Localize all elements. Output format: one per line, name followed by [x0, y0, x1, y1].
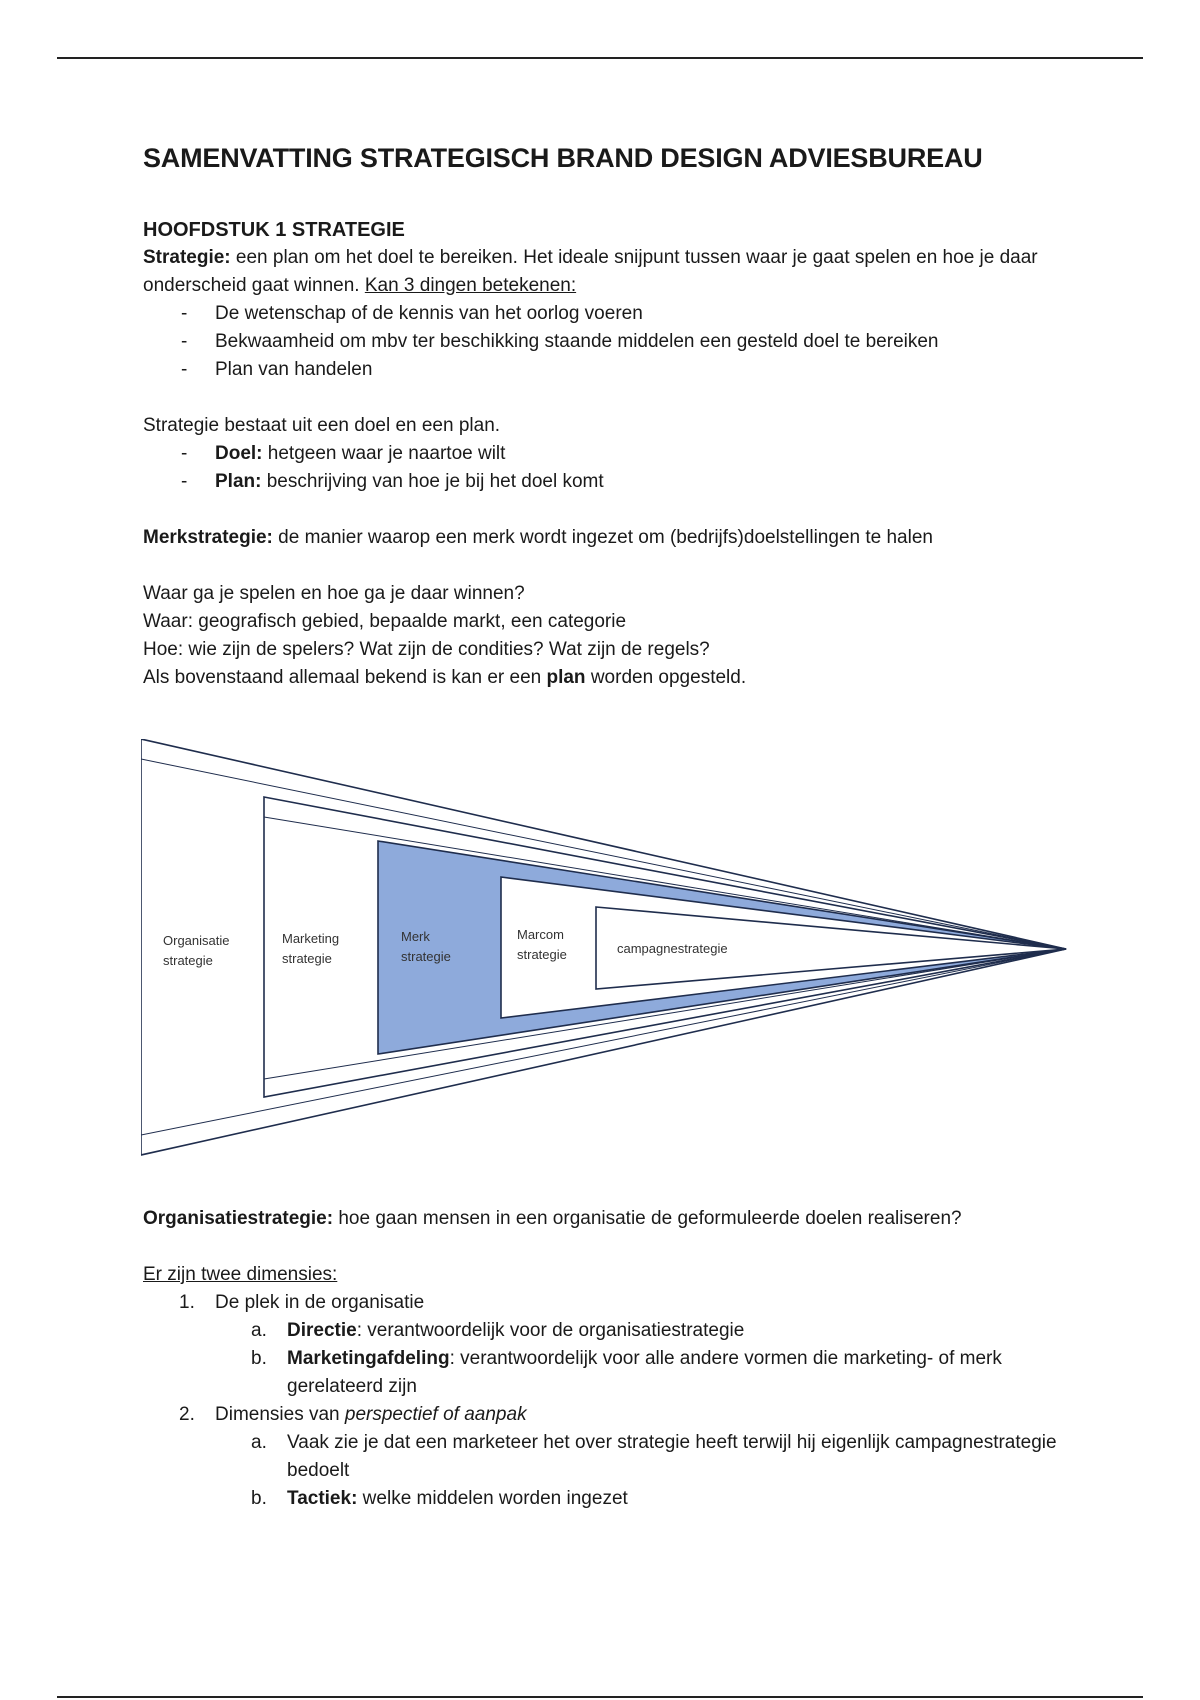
meanings-list: [143, 300, 1063, 384]
organisatiestrategie-definition: [143, 1205, 1063, 1233]
plan-bold: plan: [546, 667, 586, 688]
label-marketing-1: Marketing: [282, 931, 340, 946]
list-letter: b.: [251, 1488, 267, 1509]
merkstrategie-term: Merkstrategie:: [143, 527, 273, 548]
list-item-text: Bekwaamheid om mbv ter beschikking staande middelen een gesteld doel te bereiken: [215, 331, 939, 352]
label-organisatie-1: Organisatie: [163, 933, 230, 948]
directie-text: : verantwoordelijk voor de organisatiestrategie: [356, 1320, 745, 1341]
strategie-term: Strategie:: [143, 247, 231, 268]
list-item: - Doel: hetgeen waar je naartoe wilt: [181, 443, 506, 464]
list-item: [143, 1401, 1063, 1513]
doel-term: Doel:: [215, 443, 263, 464]
document-title: SAMENVATTING STRATEGISCH BRAND DESIGN ADVIESBUREAU: [143, 143, 983, 173]
list-item: - Plan van handelen: [181, 359, 373, 380]
label-merk-1: Merk: [401, 929, 430, 944]
sub-list-item: [143, 1429, 1063, 1485]
list-item-text: Dimensies van: [215, 1404, 345, 1425]
list-letter: a.: [251, 1320, 267, 1341]
tactiek-text: welke middelen worden ingezet: [357, 1488, 628, 1509]
list-item-italic: perspectief of aanpak: [344, 1404, 527, 1425]
list-item: - Plan: beschrijving van hoe je bij het doel komt: [181, 471, 604, 492]
label-marketing-2: strategie: [282, 951, 332, 966]
dimensies-list: [143, 1289, 1063, 1513]
question-line: Als bovenstaand allemaal bekend is kan er een plan worden opgesteld.: [143, 667, 747, 688]
question-line: Waar ga je spelen en hoe ga je daar winnen?: [143, 583, 525, 604]
label-marcom-2: strategie: [517, 947, 567, 962]
list-letter: b.: [251, 1348, 267, 1369]
list-item: - Bekwaamheid om mbv ter beschikking staande middelen een gesteld doel te bereiken: [181, 331, 939, 352]
marketingafdeling-term: Marketingafdeling: [287, 1348, 450, 1369]
label-merk-2: strategie: [401, 949, 451, 964]
merkstrategie-text: de manier waarop een merk wordt ingezet om (bedrijfs)doelstellingen te halen: [272, 527, 933, 548]
label-campagne: campagnestrategie: [617, 941, 728, 956]
doel-text: hetgeen waar je naartoe wilt: [262, 443, 506, 464]
strategie-definition: [143, 244, 1063, 300]
merkstrategie-definition: [143, 524, 1063, 552]
plan-text: beschrijving van hoe je bij het doel komt: [261, 471, 604, 492]
sub-list-item: [143, 1345, 1063, 1401]
meanings-intro: Kan 3 dingen betekenen:: [364, 275, 577, 296]
tactiek-term: Tactiek:: [287, 1488, 358, 1509]
strategie-text: een plan om het doel te bereiken. Het ideale snijpunt tussen waar je gaat spelen en hoe je daar onderscheid gaat winnen.: [143, 247, 1038, 296]
dimensies-intro-text: Er zijn twee dimensies:: [143, 1264, 338, 1285]
sub-list: [215, 1429, 1063, 1513]
list-item-text: Plan van handelen: [215, 359, 373, 380]
label-marcom-1: Marcom: [517, 927, 564, 942]
bottom-rule: [57, 1696, 1143, 1698]
question-line: Waar: geografisch gebied, bepaalde markt, een categorie: [143, 611, 627, 632]
list-item-text: De wetenschap of de kennis van het oorlog voeren: [215, 303, 643, 324]
sub-list: [215, 1317, 1063, 1401]
bestaat-uit-intro: Strategie bestaat uit een doel en een plan.: [143, 415, 501, 436]
doel-plan-list: [143, 440, 1063, 496]
organisatiestrategie-term: Organisatiestrategie:: [143, 1208, 334, 1229]
label-organisatie-2: strategie: [163, 953, 213, 968]
sub-list-item: [143, 1485, 1063, 1513]
list-number: 1.: [179, 1292, 195, 1313]
list-item: - De wetenschap of de kennis van het oorlog voeren: [181, 303, 643, 324]
list-item: [143, 1289, 1063, 1401]
organisatiestrategie-text: hoe gaan mensen in een organisatie de geformuleerde doelen realiseren?: [333, 1208, 962, 1229]
list-item-text: De plek in de organisatie: [215, 1292, 425, 1313]
strategy-funnel-diagram: [141, 739, 1081, 1159]
chapter-heading: HOOFDSTUK 1 STRATEGIE: [143, 219, 405, 241]
question-line: Hoe: wie zijn de spelers? Wat zijn de condities? Wat zijn de regels?: [143, 639, 710, 660]
list-number: 2.: [179, 1404, 195, 1425]
list-letter: a.: [251, 1432, 267, 1453]
document-body: [143, 140, 1063, 1513]
marketeer-text: Vaak zie je dat een marketeer het over strategie heeft terwijl hij eigenlijk campagnestrategie bedoelt: [287, 1432, 1057, 1481]
sub-list-item: [143, 1317, 1063, 1345]
directie-term: Directie: [287, 1320, 357, 1341]
top-rule: [57, 57, 1143, 59]
plan-term: Plan:: [215, 471, 262, 492]
marketingafdeling-text: : verantwoordelijk voor alle andere vormen die marketing- of merk gerelateerd zijn: [287, 1348, 1002, 1397]
dimensies-intro: [143, 1261, 1063, 1289]
